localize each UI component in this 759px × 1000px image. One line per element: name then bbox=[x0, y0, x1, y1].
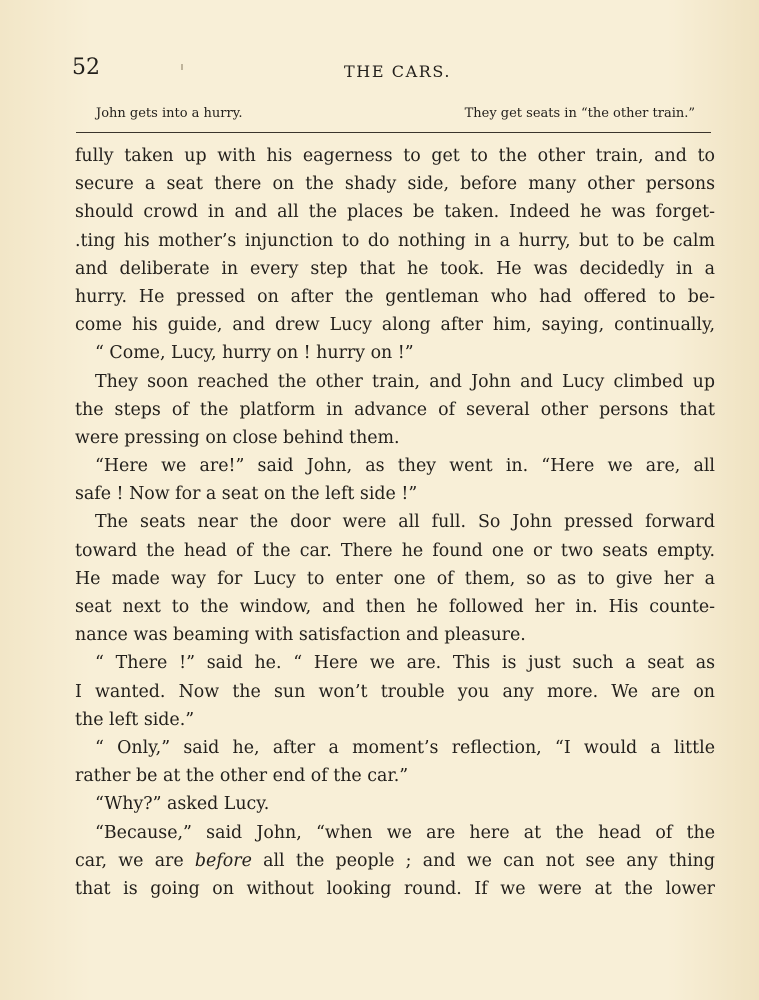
header-rule bbox=[76, 132, 711, 133]
text-line: “Here we are!” said John, as they went in. “Here we are, all bbox=[95, 456, 715, 477]
page-number: 52 bbox=[72, 55, 100, 80]
running-head bbox=[72, 55, 715, 87]
text-line: fully taken up with his eagerness to get to the other train, and to bbox=[75, 146, 715, 166]
text-line: “Because,” said John, “when we are here at the head of the bbox=[95, 822, 715, 843]
text-line: seat next to the window, and then he followed her in. His counte- bbox=[75, 597, 715, 617]
left-subhead: John gets into a hurry. bbox=[96, 106, 243, 121]
text-line: hurry. He pressed on after the gentleman who had offered to be- bbox=[75, 286, 715, 307]
text-line: “ Come, Lucy, hurry on ! hurry on !” bbox=[95, 343, 414, 364]
text-line: He made way for Lucy to enter one of them, so as to give her a bbox=[75, 568, 715, 589]
text-line: should crowd in and all the places be taken. Indeed he was forget- bbox=[75, 202, 715, 223]
running-title: THE CARS. bbox=[344, 62, 452, 81]
text-fragment: all the people ; and we can not see any thing bbox=[263, 850, 715, 871]
text-fragment: car, we are bbox=[75, 850, 184, 871]
text-line: “ There !” said he. “ Here we are. This is just such a seat as bbox=[95, 653, 715, 674]
italic-word: before bbox=[194, 850, 252, 871]
text-line: rather be at the other end of the car.” bbox=[75, 766, 409, 787]
text-line: that is going on without looking round. If we were at the lower bbox=[75, 878, 715, 899]
text-line: and deliberate in every step that he took. He was decidedly in a bbox=[75, 258, 715, 279]
text-line: come his guide, and drew Lucy along after him, saying, continually, bbox=[75, 315, 715, 336]
text-line: toward the head of the car. There he found one or two seats empty. bbox=[75, 540, 715, 561]
text-line: “ Only,” said he, after a moment’s reflection, “I would a little bbox=[95, 737, 715, 758]
text-line: “Why?” asked Lucy. bbox=[95, 794, 270, 815]
page-body bbox=[75, 142, 715, 903]
text-line: They soon reached the other train, and John and Lucy climbed up bbox=[95, 371, 715, 392]
text-line: .ting his mother’s injunction to do nothing in a hurry, but to be calm bbox=[75, 230, 715, 251]
text-line: I wanted. Now the sun won’t trouble you any more. We are on bbox=[75, 681, 715, 702]
text-line: The seats near the door were all full. So John pressed forward bbox=[95, 512, 715, 533]
text-line bbox=[75, 847, 715, 875]
section-subheads bbox=[96, 106, 695, 126]
text-line: the steps of the platform in advance of several other persons that bbox=[75, 399, 715, 420]
text-line: were pressing on close behind them. bbox=[75, 427, 400, 448]
text-line: the left side.” bbox=[75, 709, 195, 730]
text-line: secure a seat there on the shady side, before many other persons bbox=[75, 174, 715, 195]
right-subhead: They get seats in “the other train.” bbox=[464, 106, 695, 121]
text-line: safe ! Now for a seat on the left side !” bbox=[75, 484, 418, 505]
text-line: nance was beaming with satisfaction and pleasure. bbox=[75, 625, 526, 646]
